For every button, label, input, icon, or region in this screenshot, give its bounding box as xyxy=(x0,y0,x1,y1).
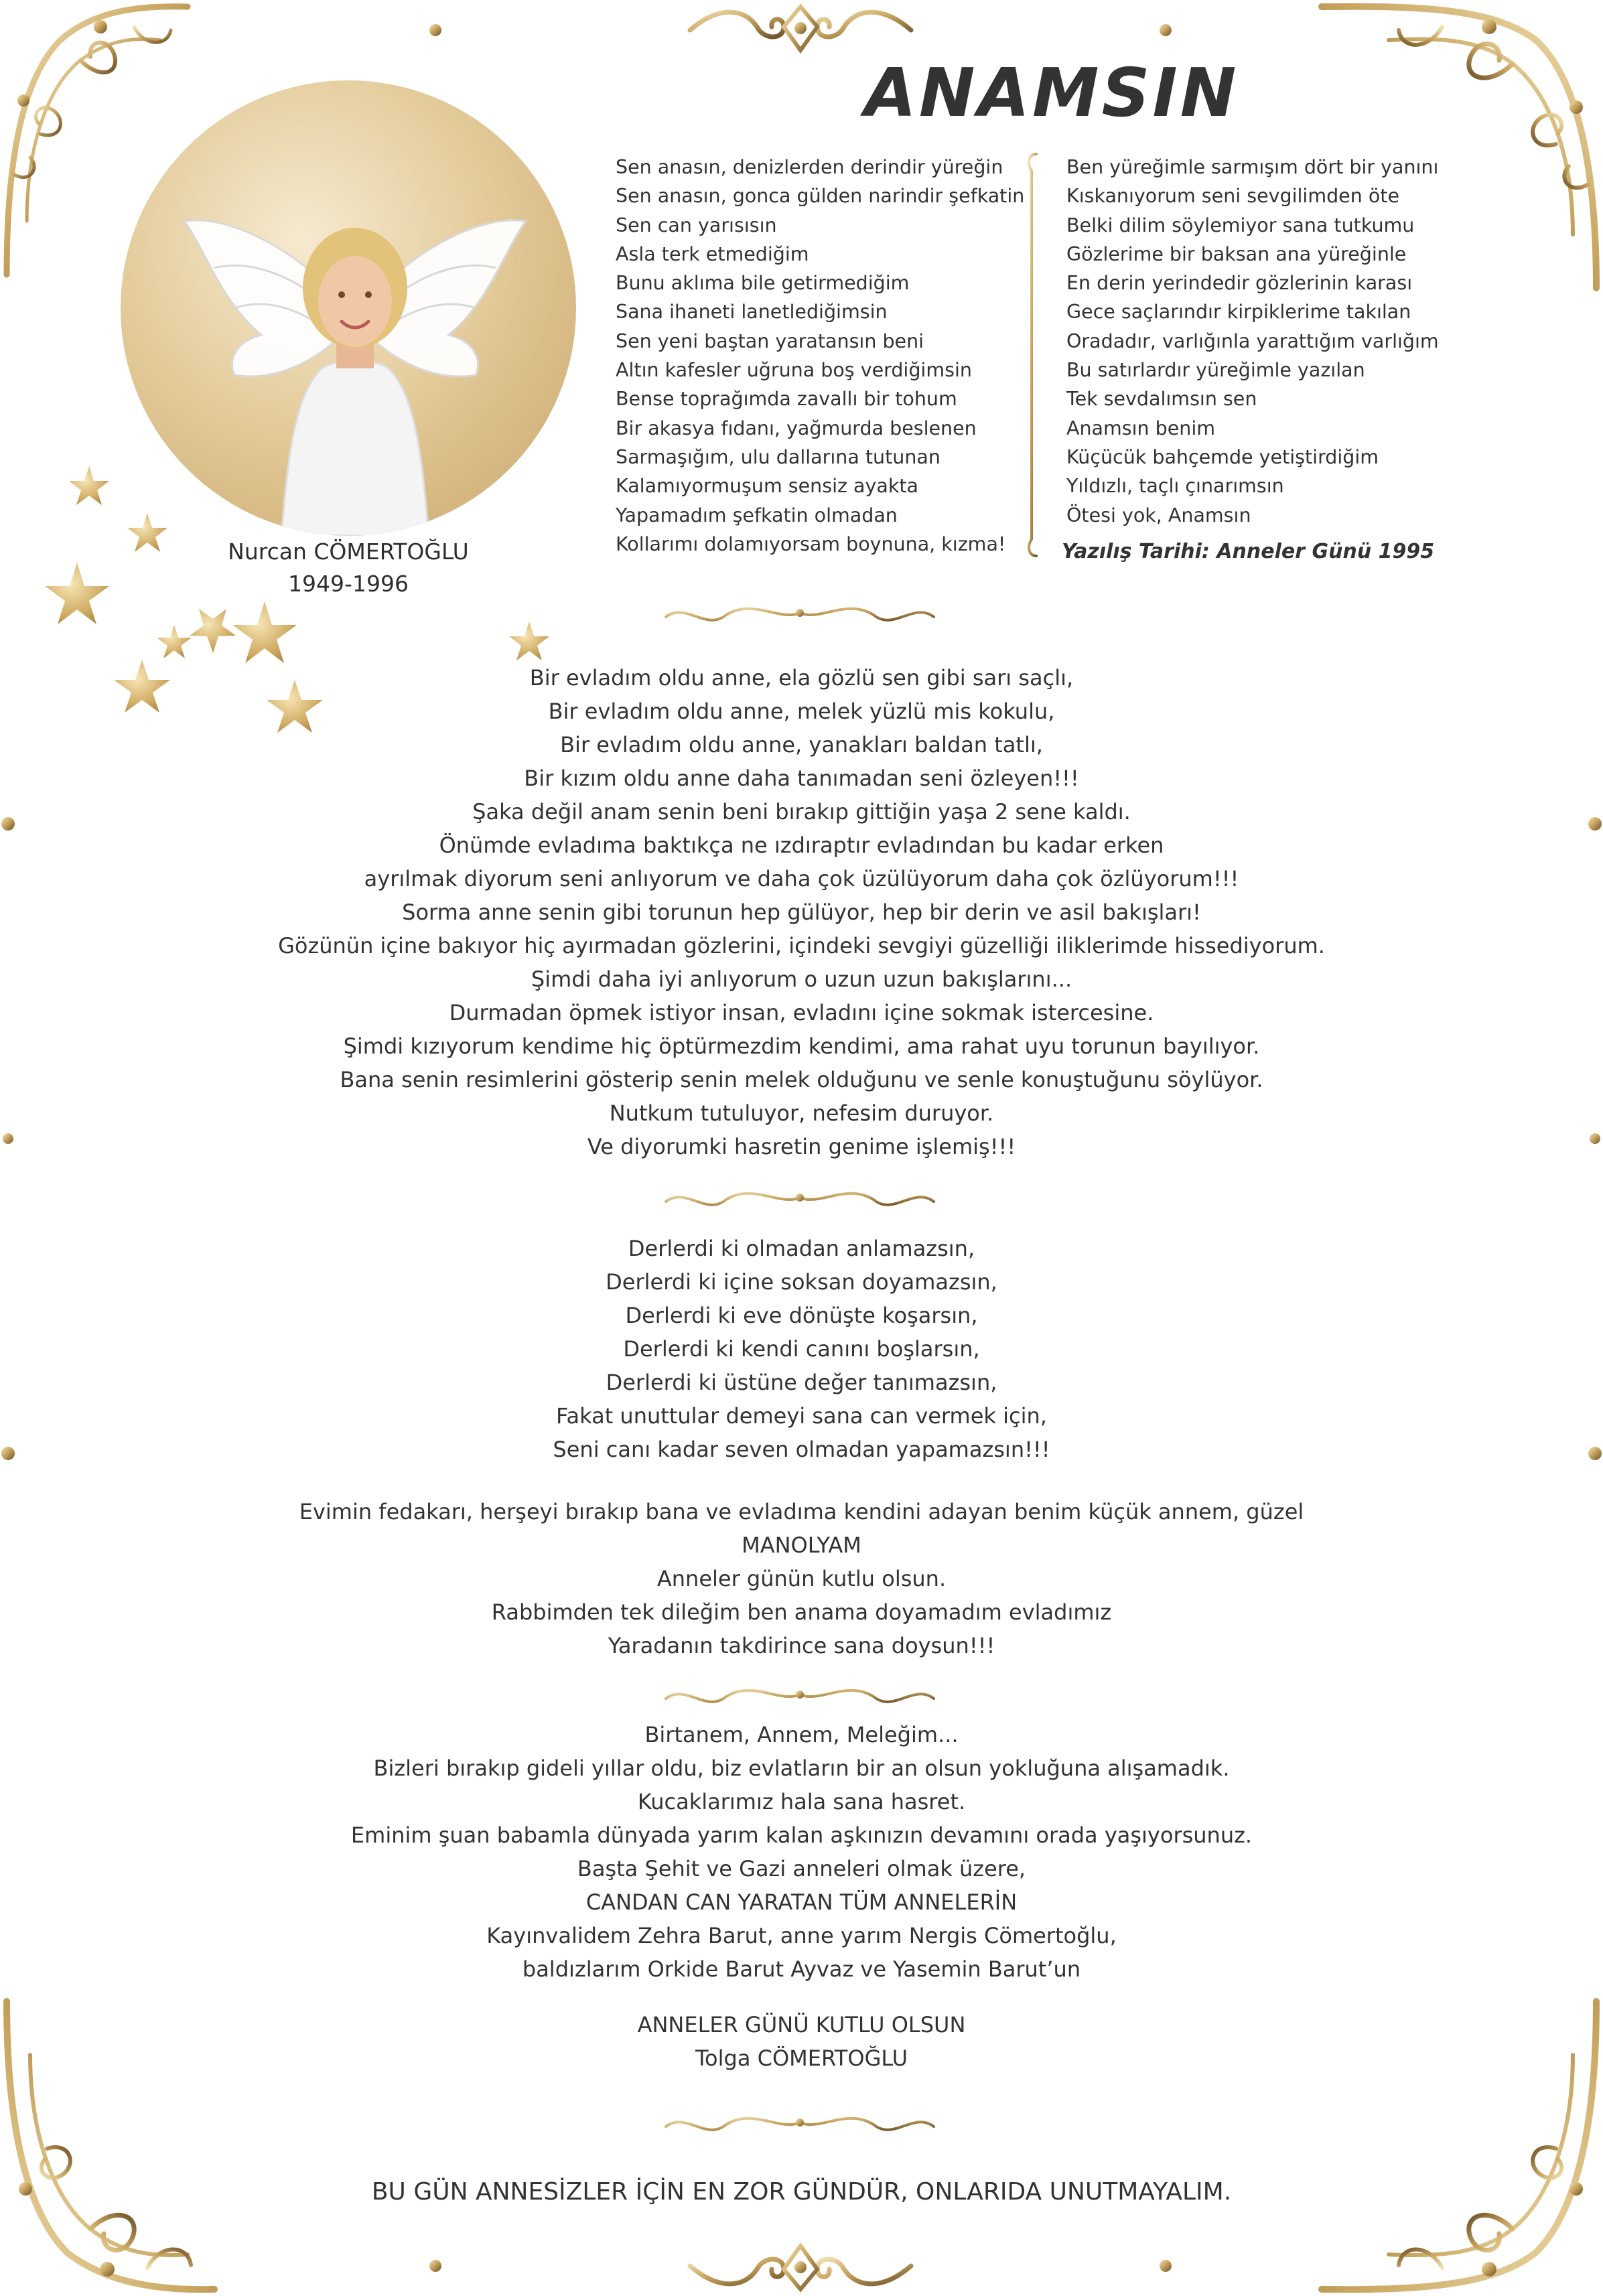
star-icon xyxy=(157,625,192,658)
letter-line: Seni canı kadar seven olmadan yapamazsın!!! xyxy=(553,1437,1050,1462)
poem-line: Kalamıyormuşum sensiz ayakta xyxy=(616,475,918,498)
letter-line: Bir evladım oldu anne, melek yüzlü mis kokulu, xyxy=(548,699,1055,724)
letter-line: Ve diyorumki hasretin genime işlemiş!!! xyxy=(587,1134,1016,1159)
letter-line: ayrılmak diyorum seni anlıyorum ve daha çok üzülüyorum daha çok özlüyorum!!! xyxy=(364,866,1239,891)
letter-block-5 xyxy=(134,2008,1469,2075)
person-name: Nurcan CÖMERTOĞLU xyxy=(228,539,469,565)
section-divider xyxy=(659,1183,940,1216)
poem-left-column xyxy=(616,153,1024,559)
letter-block-2 xyxy=(134,1232,1469,1466)
face xyxy=(318,256,392,347)
poem-line: Sana ihaneti lanetlediğimsin xyxy=(616,301,888,324)
letter-line: Gözünün içine bakıyor hiç ayırmadan gözlerini, içindeki sevgiyi güzelliği iliklerimde hissediyorum. xyxy=(278,933,1325,958)
letter-line: Yaradanın takdirince sana doysun!!! xyxy=(608,1633,995,1658)
letter-line: MANOLYAM xyxy=(742,1532,861,1558)
poem-date: Yazılış Tarihi: Anneler Günü 1995 xyxy=(1062,540,1435,563)
poem-line: Tek sevdalımsın sen xyxy=(1066,388,1257,411)
poem-line: Kollarımı dolamıyorsam boynuna, kızma! xyxy=(616,532,1006,555)
poem-line: Altın kafesler uğruna boş verdiğimsin xyxy=(616,359,972,382)
star-icon xyxy=(232,601,297,663)
letter-line: Önümde evladıma baktıkça ne ızdıraptır evladından bu kadar erken xyxy=(439,833,1164,858)
letter-line: Derlerdi ki eve dönüşte koşarsın, xyxy=(625,1303,978,1328)
page-title: ANAMSIN xyxy=(864,54,1239,132)
letter-line: Durmadan öpmek istiyor insan, evladını içine sokmak istercesine. xyxy=(449,1000,1154,1025)
letter-line: Nutkum tutuluyor, nefesim duruyor. xyxy=(609,1100,994,1126)
poem-line: Yapamadım şefkatin olmadan xyxy=(616,504,898,526)
star-icon xyxy=(190,609,236,653)
poem-line: Yıldızlı, taçlı çınarımsın xyxy=(1066,475,1284,498)
letter-line: Şaka değil anam senin beni bırakıp gittiğin yaşa 2 sene kaldı. xyxy=(472,799,1131,824)
letter-line: Evimin fedakarı, herşeyi bırakıp bana ve evladıma kendini adayan benim küçük annem, güzel xyxy=(299,1499,1304,1524)
poem-line: Bense toprağımda zavallı bir tohum xyxy=(616,388,957,411)
poem-line: Oradadır, varlığınla yarattığım varlığım xyxy=(1066,330,1439,352)
letter-block-1 xyxy=(134,661,1469,1163)
letter-line: Anneler günün kutlu olsun. xyxy=(656,1566,947,1591)
poem-line: Belki dilim söylemiyor sana tutkumu xyxy=(1066,214,1415,236)
poem-line: Anamsın benim xyxy=(1066,417,1216,439)
right-side-ornament xyxy=(1587,810,1603,1467)
poem-right-column xyxy=(1066,153,1439,530)
poem-line: Bu satırlardır yüreğimle yazılan xyxy=(1066,359,1365,382)
poem-line: Küçücük bahçemde yetiştirdiğim xyxy=(1066,445,1379,468)
section-divider xyxy=(659,598,940,632)
letter-line: Bizleri bırakıp gideli yıllar oldu, biz evlatların bir an olsun yokluğuna alışamadık. xyxy=(373,1755,1230,1781)
footer-message: BU GÜN ANNESİZLER İÇİN EN ZOR GÜNDÜR, ONLARIDA UNUTMAYALIM. xyxy=(371,2178,1232,2206)
poem-line: Sen yeni baştan yaratansın beni xyxy=(616,330,924,352)
letter-line: Derlerdi ki kendi canını boşlarsın, xyxy=(623,1336,980,1362)
star-icon xyxy=(509,622,549,660)
left-side-ornament xyxy=(0,810,16,1467)
person-years: 1949-1996 xyxy=(288,571,409,597)
star-icon xyxy=(127,513,167,552)
poem-line: En derin yerindedir gözlerinin karası xyxy=(1066,272,1413,295)
poem-line: Kıskanıyorum seni sevgilimden öte xyxy=(1066,185,1399,208)
letter-line: Bir evladım oldu anne, ela gözlü sen gibi sarı saçlı, xyxy=(529,665,1074,691)
letter-line: Derlerdi ki içine soksan doyamazsın, xyxy=(606,1269,997,1295)
poem-line: Sen anasın, gonca gülden narindir şefkatin xyxy=(616,185,1025,208)
poem-line: Bir akasya fıdanı, yağmurda beslenen xyxy=(616,417,977,439)
letter-line: CANDAN CAN YARATAN TÜM ANNELERİN xyxy=(585,1889,1018,1915)
letter-line: Şimdi kızıyorum kendime hiç öptürmezdim kendimi, ama rahat uyu torunun bayılıyor. xyxy=(343,1033,1260,1059)
letter-line: Tolga CÖMERTOĞLU xyxy=(695,2046,908,2071)
letter-line: Şimdi daha iyi anlıyorum o uzun uzun bakışlarını... xyxy=(531,966,1072,992)
letter-line: Birtanem, Annem, Meleğim... xyxy=(644,1722,959,1747)
letter-line: Derlerdi ki üstüne değer tanımazsın, xyxy=(606,1370,997,1395)
star-icon xyxy=(69,466,109,505)
letter-line: Kucaklarımız hala sana hasret. xyxy=(637,1789,966,1814)
poem-line: Ötesi yok, Anamsın xyxy=(1066,504,1251,526)
poem-line: Ben yüreğimle sarmışım dört bir yanını xyxy=(1066,156,1439,178)
letter-line: Sorma anne senin gibi torunun hep gülüyor, hep bir derin ve asil bakışları! xyxy=(402,900,1201,925)
letter-line: Bir evladım oldu anne, yanakları baldan tatlı, xyxy=(560,732,1043,758)
top-center-scroll-ornament xyxy=(422,0,1179,60)
letter-line: Derlerdi ki olmadan anlamazsın, xyxy=(628,1236,975,1261)
letter-line: Bir kızım oldu anne daha tanımadan seni özleyen!!! xyxy=(524,766,1079,791)
poem-line: Sarmaşığım, ulu dallarına tutunan xyxy=(616,445,940,468)
letter-line: Kayınvalidem Zehra Barut, anne yarım Nergis Cömertoğlu, xyxy=(486,1923,1117,1948)
letter-line: Rabbimden tek dileğim ben anama doyamadım evladımız xyxy=(491,1599,1112,1625)
bottom-center-scroll-ornament xyxy=(422,2234,1179,2296)
letter-line: ANNELER GÜNÜ KUTLU OLSUN xyxy=(637,2012,966,2037)
poem-line: Gözlerime bir baksan ana yüreğinle xyxy=(1066,242,1407,265)
letter-line: baldızlarım Orkide Barut Ayvaz ve Yasemin Barut’un xyxy=(522,1956,1081,1982)
letter-line: Başta Şehit ve Gazi anneleri olmak üzere, xyxy=(577,1856,1026,1881)
section-divider xyxy=(659,1680,940,1713)
poem-column-divider xyxy=(1022,147,1042,563)
star-icon xyxy=(45,563,109,624)
poem-line: Bunu aklıma bile getirmediğim xyxy=(616,272,910,295)
poem-line: Asla terk etmediğim xyxy=(616,242,809,265)
letter-block-4 xyxy=(134,1718,1469,1986)
section-divider xyxy=(659,2108,940,2141)
poem-line: Sen can yarısısın xyxy=(616,214,777,236)
poem-line: Gece saçlarındır kirpiklerime takılan xyxy=(1066,301,1411,324)
letter-line: Fakat unuttular demeyi sana can vermek için, xyxy=(556,1403,1047,1429)
letter-line: Eminim şuan babamla dünyada yarım kalan aşkınızın devamını orada yaşıyorsunuz. xyxy=(350,1822,1253,1848)
poem-line: Sen anasın, denizlerden derindir yüreğin xyxy=(616,156,1003,178)
letter-line: Bana senin resimlerini gösterip senin melek olduğunu ve senle konuştuğunu söylüyor. xyxy=(340,1067,1263,1092)
letter-block-3 xyxy=(134,1495,1469,1662)
